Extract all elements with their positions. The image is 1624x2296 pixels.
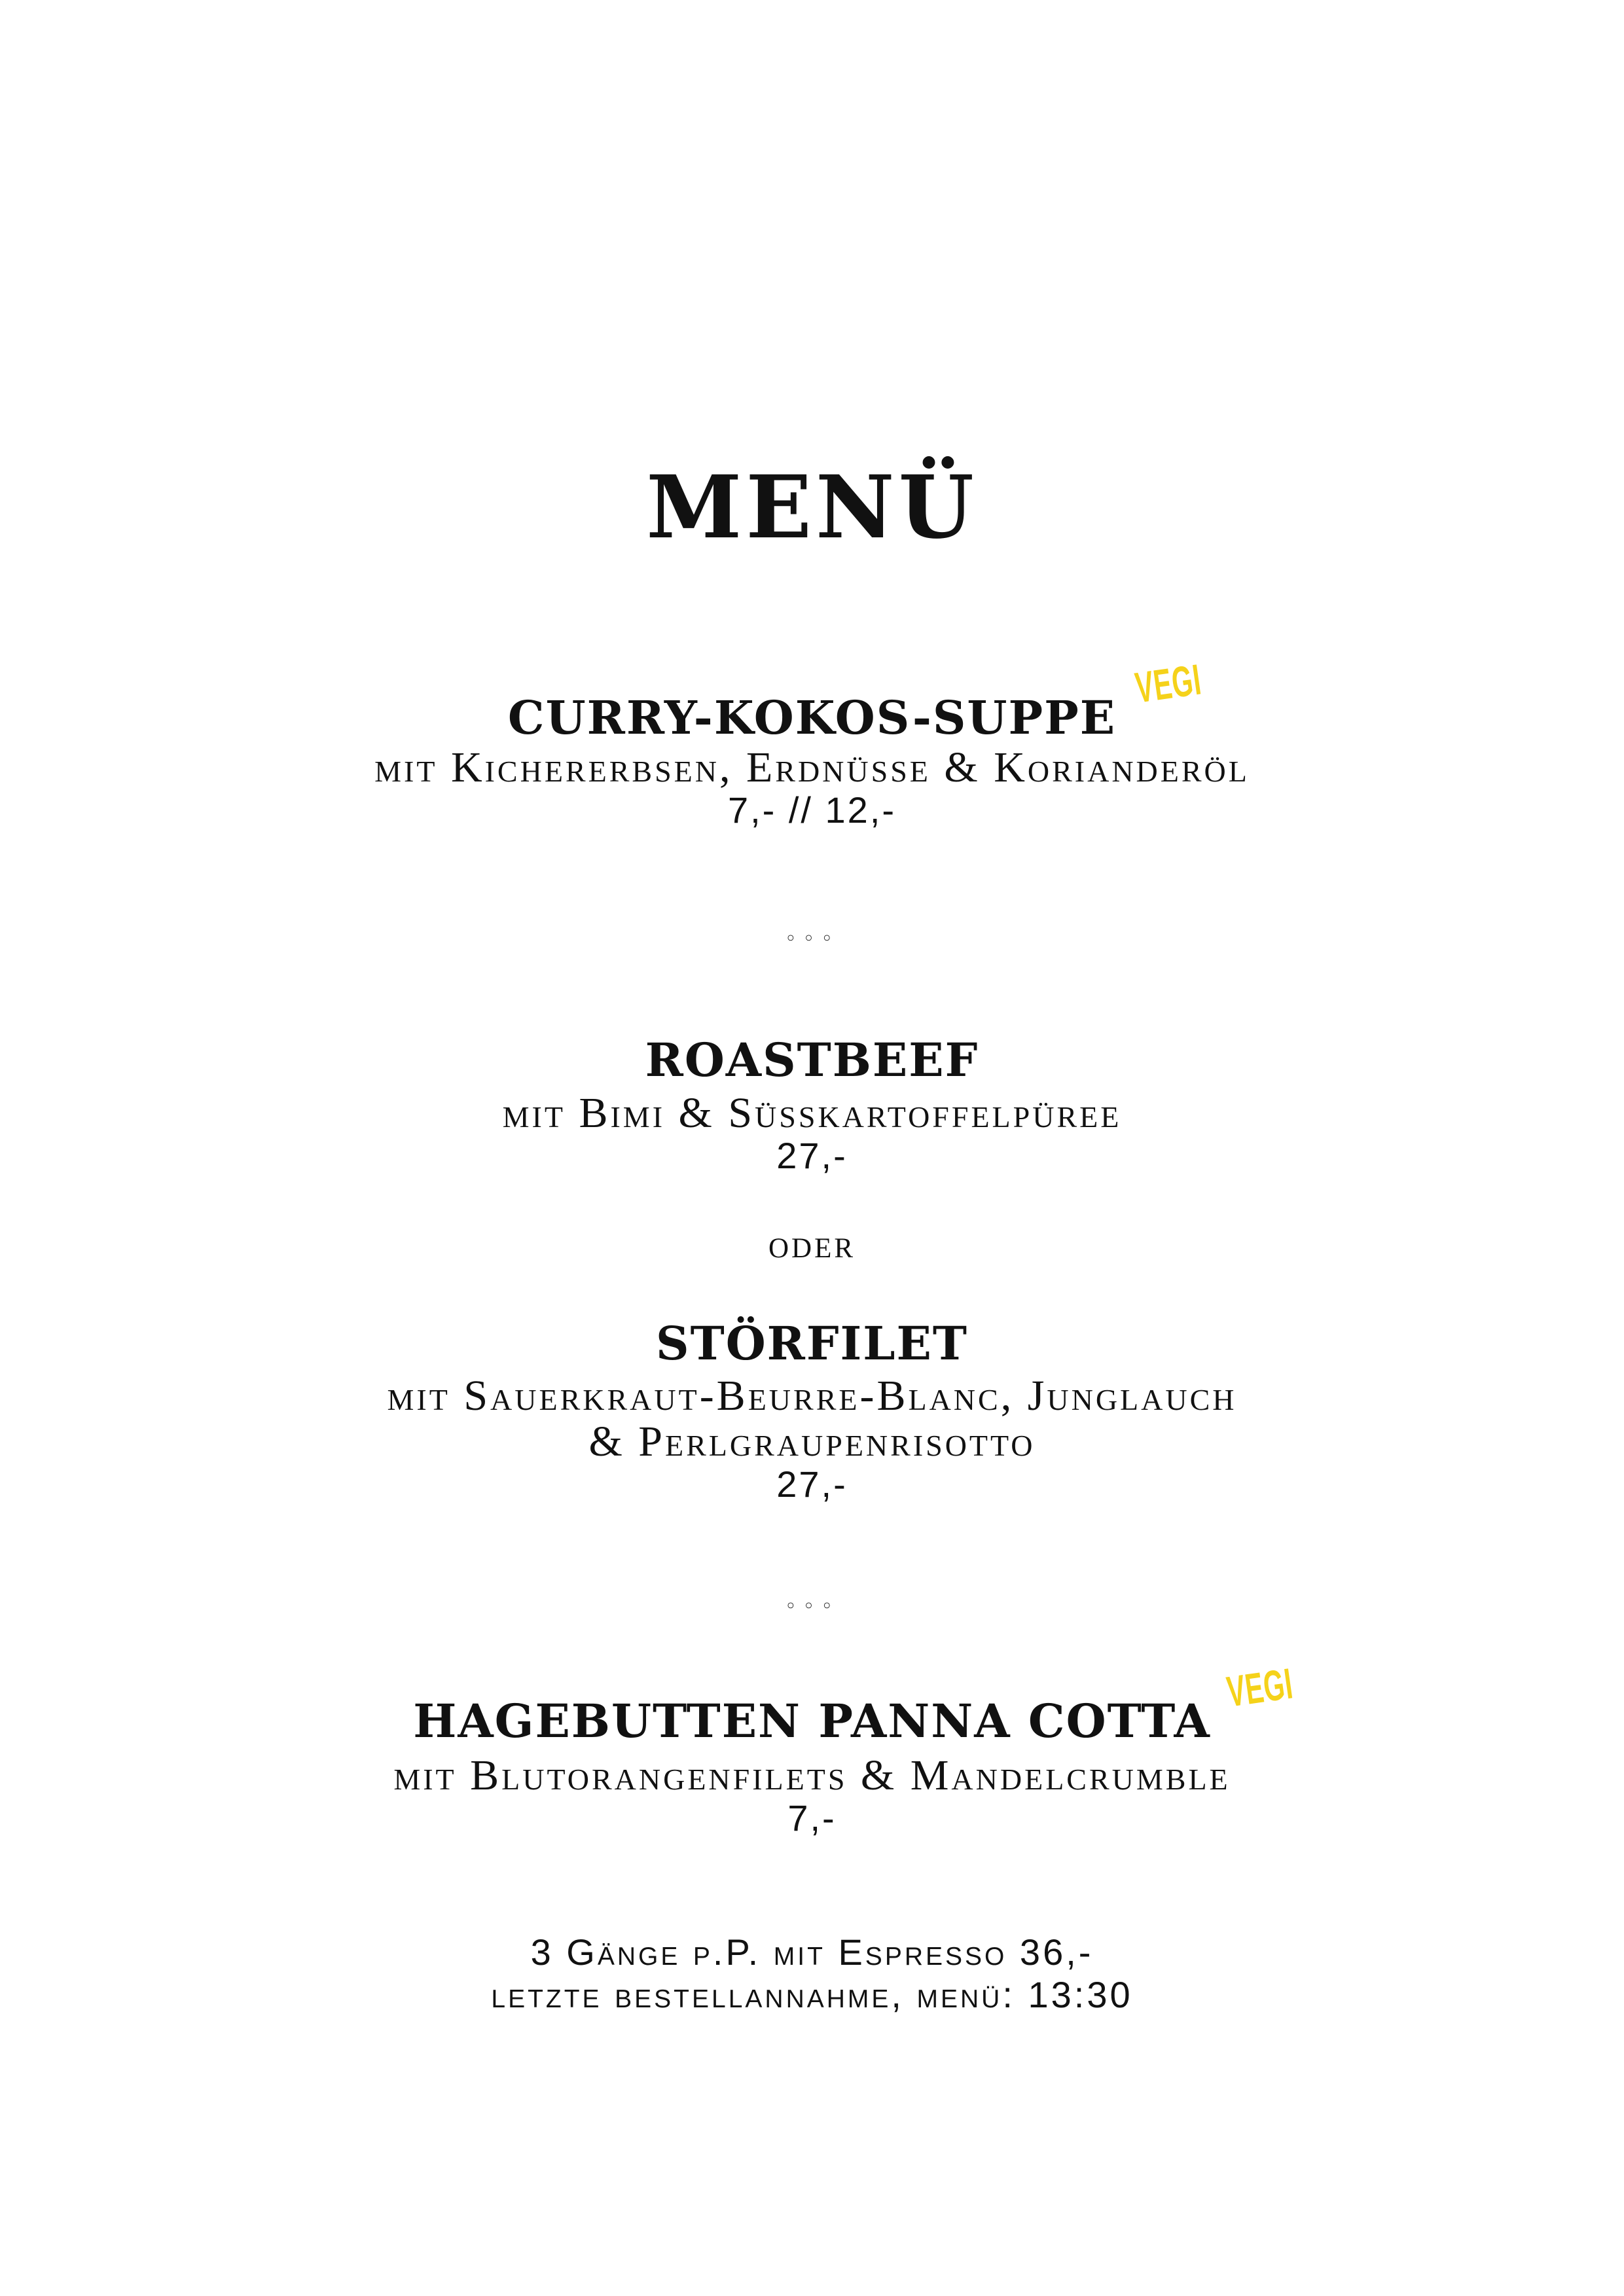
- main2-description-line2: & Perlgraupenrisotto: [588, 1418, 1036, 1465]
- starter-price: 7,- // 12,-: [727, 789, 897, 831]
- main1-name: ROASTBEEF: [645, 1033, 979, 1087]
- course-separator: ◦◦◦: [784, 927, 840, 950]
- main1-price: 27,-: [776, 1135, 848, 1176]
- page-title: MENÜ: [646, 457, 978, 558]
- main2-price: 27,-: [776, 1463, 848, 1505]
- dessert-price: 7,-: [787, 1797, 837, 1839]
- main2-description-line1: mit Sauerkraut-Beurre-Blanc, Junglauch: [387, 1372, 1237, 1420]
- starter-vegi-badge: VEGI: [1132, 655, 1204, 712]
- dessert-vegi-badge: VEGI: [1223, 1659, 1296, 1716]
- main1-description: mit Bimi & Süsskartoffelpüree: [502, 1089, 1122, 1137]
- footer-last-order: letzte bestellannahme, menü: 13:30: [491, 1974, 1133, 2015]
- or-label: oder: [768, 1222, 856, 1266]
- footer-set-price: 3 Gänge p.P. mit Espresso 36,-: [530, 1931, 1094, 1973]
- course-separator: ◦◦◦: [784, 1595, 840, 1618]
- dessert-description: mit Blutorangenfilets & Mandelcrumble: [393, 1751, 1231, 1799]
- starter-description: mit Kichererbsen, Erdnüsse & Korianderöl: [374, 744, 1250, 791]
- dessert-name: HAGEBUTTEN PANNA COTTA: [413, 1694, 1211, 1748]
- main2-name: STÖRFILET: [656, 1316, 968, 1371]
- starter-name: CURRY-KOKOS-SUPPE: [507, 691, 1117, 745]
